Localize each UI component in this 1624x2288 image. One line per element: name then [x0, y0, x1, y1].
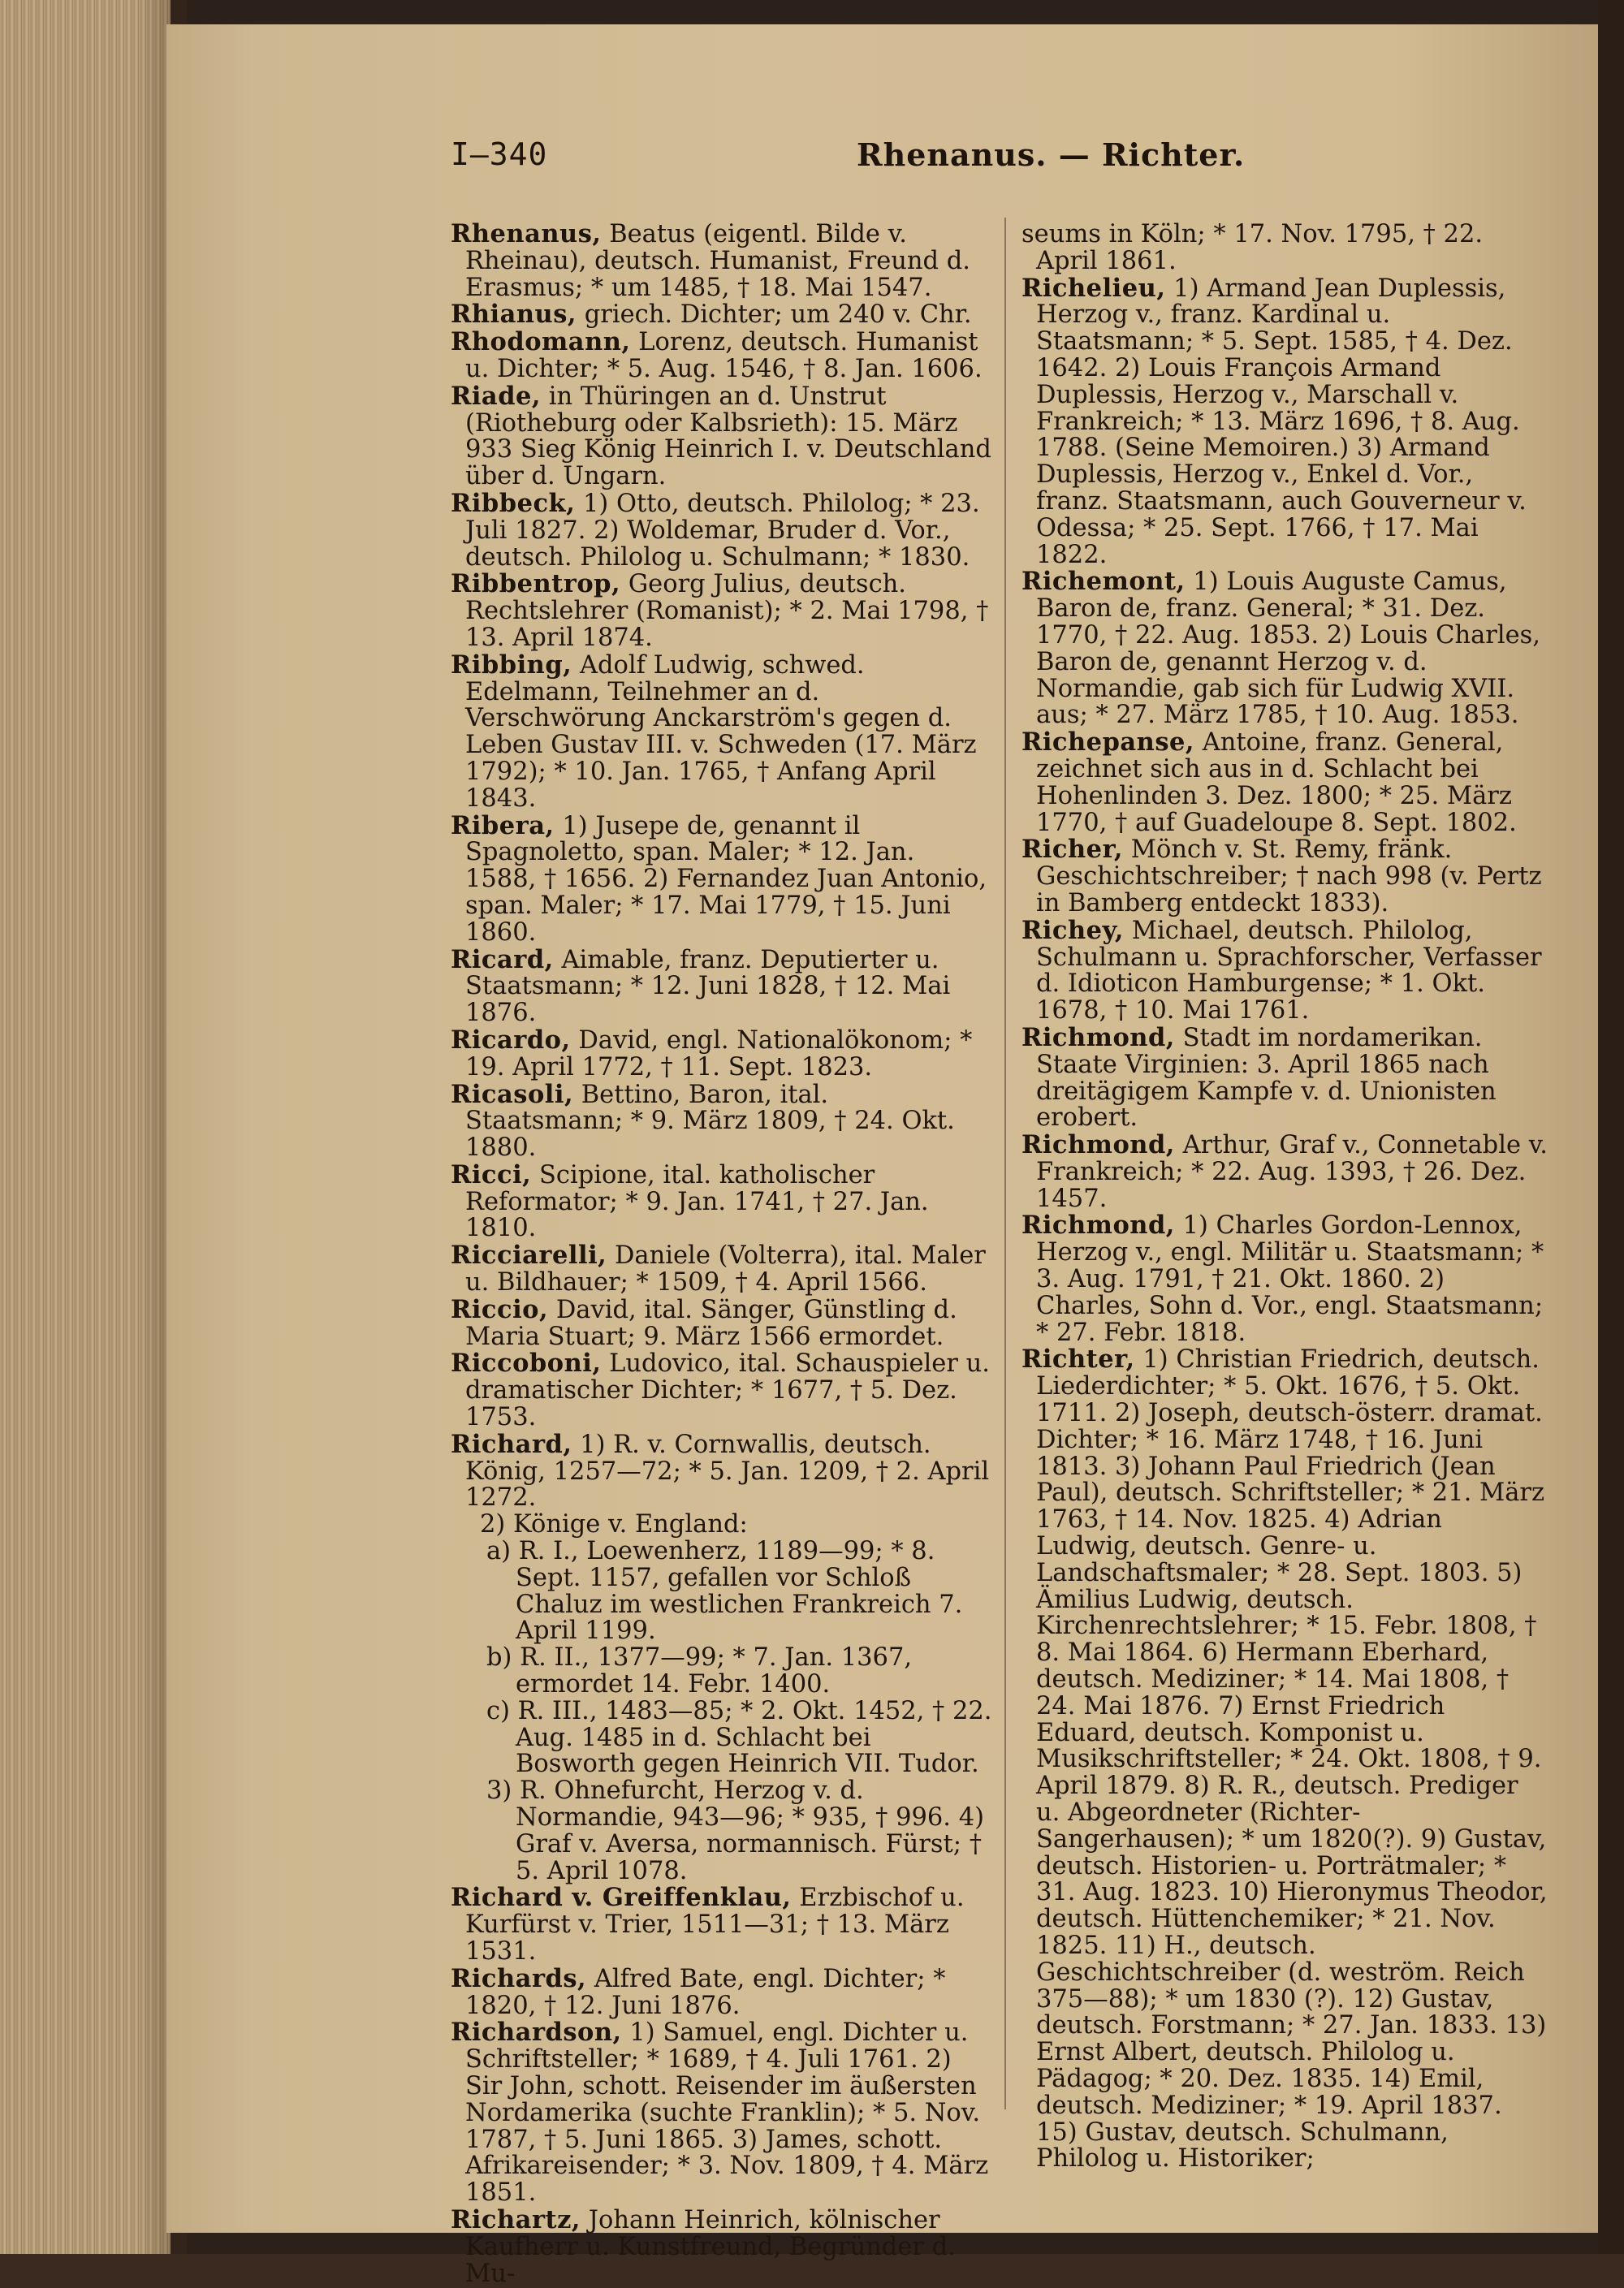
entry-text: Lorenz, deutsch. Humanist u. Dichter; * 5. Aug. 1546, † 8. Jan. 1606. — [465, 328, 983, 383]
entry — [451, 1963, 993, 2020]
headword: Ricci, — [451, 1159, 532, 1189]
page-number: I—340 — [451, 136, 548, 172]
entry-text: Ludovico, ital. Schauspieler u. dramatischer Dichter; * 1677, † 5. Dez. 1753. — [465, 1349, 990, 1432]
headword: Richemont, — [1021, 567, 1186, 597]
entry-text: Alfred Bate, engl. Dichter; * 1820, † 12. Juni 1876. — [465, 1964, 946, 2020]
entry — [451, 944, 993, 1028]
entry — [1021, 568, 1549, 729]
entry-text: Georg Julius, deutsch. Rechtslehrer (Romanist); * 2. Mai 1798, † 13. April 1874. — [465, 570, 989, 652]
entry — [451, 329, 993, 383]
headword: Richmond, — [1021, 1130, 1175, 1160]
entry-text: Erzbischof u. Kurfürst v. Trier, 1511—31; † 13. März 1531. — [465, 1884, 965, 1966]
headword: Rhianus, — [451, 300, 577, 330]
headword: Ricciarelli, — [451, 1241, 607, 1271]
headword: Rhenanus, — [451, 219, 602, 248]
entry-text: Adolf Ludwig, schwed. Edelmann, Teilnehmer an d. Verschwörung Anckarström's gegen d. Leben Gustav III. v. Schweden (17. März 1792); * 10. Jan. 1765, † Anfang April 1843. — [465, 650, 977, 813]
entry-text: David, engl. Nationalökonom; * 19. April 1772, † 11. Sept. 1823. — [465, 1025, 973, 1081]
headword: Ricard, — [451, 944, 554, 974]
headword: Richmond, — [1021, 1211, 1175, 1241]
headword: Riccoboni, — [451, 1349, 602, 1379]
entry — [1021, 917, 1549, 1025]
headword: Richey, — [1021, 915, 1125, 945]
entry — [451, 221, 993, 301]
entry-text: 1) Charles Gordon-Lennox, Herzog v., engl. Militär u. Staatsmann; * 3. Aug. 1791, † 21. Okt. 1860. 2) Charles, Sohn d. Vor., engl. Staatsmann; * 27. Febr. 1818. — [1036, 1211, 1544, 1347]
entry — [451, 652, 993, 813]
entry — [451, 2204, 993, 2288]
book-spine — [1598, 0, 1624, 2254]
entry-text: 1) Armand Jean Duplessis, Herzog v., franz. Kardinal u. Staatsmann; * 5. Sept. 1585, † 4. Dez. 1642. 2) Louis François Armand Duplessis, Herzog v., Marschall v. Frankreich; * 13. März 1696, † 8. Aug. 1788. (Seine Memoiren.) 3) Armand Duplessis, Herzog v., Enkel d. Vor., franz. Staatsmann, auch Gouverneur v. Odessa; * 25. Sept. 1766, † 17. Mai 1822. — [1036, 274, 1527, 569]
entry-text: 1) Louis Auguste Camus, Baron de, franz. General; * 31. Dez. 1770, † 22. Aug. 1853. 2) Louis Charles, Baron de, genannt Herzog v. d. Normandie, gab sich für Ludwig XVII. aus; * 27. März 1785, † 10. Aug. 1853. — [1036, 568, 1541, 730]
sub-entry: b) R. II., 1377—99; * 7. Jan. 1367, ermordet 14. Febr. 1400. — [486, 1643, 913, 1699]
headword: Richardson, — [451, 2018, 622, 2048]
entry — [451, 1350, 993, 1431]
entry — [1021, 275, 1549, 569]
entry — [451, 1242, 993, 1297]
entry — [1021, 1346, 1549, 2173]
headword: Richer, — [1021, 835, 1124, 865]
entry-text: Antoine, franz. General, zeichnet sich aus in d. Schlacht bei Hohenlinden 3. Dez. 1800; * 25. März 1770, † auf Guadeloupe 8. Sept. 1802. — [1036, 728, 1517, 837]
entry-text: Aimable, franz. Deputierter u. Staatsmann; * 12. Juni 1828, † 12. Mai 1876. — [465, 945, 951, 1028]
entry — [451, 2019, 993, 2207]
entry-text: 1) Otto, deutsch. Philolog; * 23. Juli 1827. 2) Woldemar, Bruder d. Vor., deutsch. Philolog u. Schulmann; * 1830. — [465, 489, 980, 572]
headword: Ribbing, — [451, 650, 572, 680]
entry — [451, 490, 993, 571]
entry — [1021, 1132, 1549, 1212]
headword: Ribbentrop, — [451, 569, 621, 599]
entry-text: Bettino, Baron, ital. Staatsmann; * 9. März 1809, † 24. Okt. 1880. — [465, 1080, 955, 1163]
left-column — [451, 221, 993, 2287]
sub-entry: c) R. III., 1483—85; * 2. Okt. 1452, † 22. Aug. 1485 in d. Schlacht bei Bosworth gegen Heinrich VII. Tudor. — [486, 1696, 992, 1779]
entry — [451, 810, 993, 947]
entry-text: 1) R. v. Cornwallis, deutsch. König, 1257—72; * 5. Jan. 1209, † 2. April 1272. — [465, 1430, 990, 1513]
headword: Riccio, — [451, 1294, 549, 1324]
right-column — [1021, 221, 1549, 2173]
entry-text: David, ital. Sänger, Günstling d. Maria Stuart; 9. März 1566 ermordet. — [465, 1295, 957, 1351]
headword: Ricasoli, — [451, 1079, 574, 1109]
entry — [451, 1294, 993, 1351]
entry — [451, 1159, 993, 1243]
entry — [1021, 1212, 1549, 1346]
headword: Riade, — [451, 381, 542, 411]
entry — [1021, 221, 1549, 275]
entry-text: Mönch v. St. Remy, fränk. Geschichtschreiber; † nach 998 (v. Pertz in Bamberg entdeckt 1833). — [1036, 835, 1542, 917]
headword: Richard v. Greiffenklau, — [451, 1883, 792, 1913]
running-title: Rhenanus. — Richter. — [857, 136, 1246, 173]
entry-text: seums in Köln; * 17. Nov. 1795, † 22. April 1861. — [1021, 220, 1484, 275]
entry — [451, 1081, 993, 1162]
headword: Richepanse, — [1021, 727, 1195, 758]
column-divider — [1004, 218, 1006, 2109]
entry-text: 1) Samuel, engl. Dichter u. Schriftsteller; * 1689, † 4. Juli 1761. 2) Sir John, schott. Reisender im äußersten Nordamerika (suchte Franklin); * 5. Nov. 1787, † 5. Juni 1865. 3) James, schott. Afrikareisender; * 3. Nov. 1809, † 4. März 1851. — [465, 2018, 989, 2208]
headword: Richmond, — [1021, 1022, 1175, 1052]
headword: Richards, — [451, 1963, 587, 1993]
headword: Rhodomann, — [451, 327, 631, 357]
running-header — [451, 136, 1506, 185]
entry-text: 1) Jusepe de, genannt il Spagnoletto, span. Maler; * 12. Jan. 1588, † 1656. 2) Fernandez Juan Antonio, span. Maler; * 17. Mai 1779, † 15. Juni 1860. — [465, 811, 987, 947]
entry-text: griech. Dichter; um 240 v. Chr. — [577, 300, 972, 330]
entry — [1021, 729, 1549, 836]
headword: Ribera, — [451, 810, 555, 840]
entry — [1021, 1022, 1549, 1133]
entry-text: Arthur, Graf v., Connetable v. Frankreich; * 22. Aug. 1393, † 26. Dez. 1457. — [1036, 1131, 1548, 1213]
headword: Ricardo, — [451, 1025, 571, 1055]
headword: Richard, — [451, 1429, 572, 1459]
entry — [451, 383, 993, 490]
sub-entry: 3) R. Ohnefurcht, Herzog v. d. Normandie, 943—96; * 935, † 996. 4) Graf v. Aversa, normannisch. Fürst; † 5. April 1078. — [486, 1776, 984, 1885]
entry-text: Stadt im nordamerikan. Staate Virginien: 3. April 1865 nach dreitägigem Kampfe v. d. Unionisten erobert. — [1036, 1023, 1497, 1133]
entry — [451, 1431, 993, 1512]
entry — [1021, 836, 1549, 917]
headword: Richartz, — [451, 2204, 581, 2234]
entry-text: in Thüringen an d. Unstrut (Riotheburg oder Kalbsrieth): 15. März 933 Sieg König Heinrich I. v. Deutschland über d. Ungarn. — [465, 382, 991, 491]
entry-text: Beatus (eigentl. Bilde v. Rheinau), deutsch. Humanist, Freund d. Erasmus; * um 1485, † 18. Mai 1547. — [465, 220, 970, 302]
entry-text: Scipione, ital. katholischer Reformator; * 9. Jan. 1741, † 27. Jan. 1810. — [465, 1160, 929, 1243]
entry-text: Daniele (Volterra), ital. Maler u. Bildhauer; * 1509, † 4. April 1566. — [465, 1241, 986, 1297]
entry — [451, 1884, 993, 1965]
sub-heading: 2) Könige v. England: — [480, 1510, 748, 1539]
entry — [451, 301, 993, 329]
entry — [451, 571, 993, 651]
entry-text: 1) Christian Friedrich, deutsch. Liederdichter; * 5. Okt. 1676, † 5. Okt. 1711. 2) Joseph, deutsch-österr. dramat. Dichter; * 16. März 1748, † 16. Juni 1813. 3) Johann Paul Friedrich (Jean Paul), deutsch. Schriftsteller; * 21. März 1763, † 14. Nov. 1825. 4) Adrian Ludwig, deutsch. Genre- u. Landschaftsmaler; * 28. Sept. 1803. 5) Ämilius Ludwig, deutsch. Kirchenrechtslehrer; * 15. Febr. 1808, † 8. Mai 1864. 6) Hermann Eberhard, deutsch. Mediziner; * 14. Mai 1808, † 24. Mai 1876. 7) Ernst Friedrich Eduard, deutsch. Komponist u. Musikschriftsteller; * 24. Okt. 1808, † 9. April 1879. 8) R. R., deutsch. Prediger u. Abgeordneter (Richter-Sangerhausen); * um 1820(?). 9) Gustav, deutsch. Historien- u. Porträtmaler; * 31. Aug. 1823. 10) Hieronymus Theodor, deutsch. Hüttenchemiker; * 21. Nov. 1825. 11) H., deutsch. Geschichtschreiber (d. weström. Reich 375—88); * um 1830 (?). 12) Gustav, deutsch. Forstmann; * 27. Jan. 1833. 13) Ernst Albert, deutsch. Philolog u. Pädagog; * 20. Dez. 1835. 14) Emil, deutsch. Mediziner; * 19. April 1837. 15) Gustav, deutsch. Schulmann, Philolog u. Historiker; — [1036, 1345, 1548, 2174]
headword: Ribbeck, — [451, 488, 576, 518]
headword: Richter, — [1021, 1345, 1135, 1375]
entry — [451, 1027, 993, 1081]
entry-text: Michael, deutsch. Philolog, Schulmann u. Sprachforscher, Verfasser d. Idioticon Hamburgense; * 1. Okt. 1678, † 10. Mai 1761. — [1036, 916, 1542, 1025]
sub-entry: a) R. I., Loewenherz, 1189—99; * 8. Sept. 1157, gefallen vor Schloß Chaluz im westlichen Frankreich 7. April 1199. — [486, 1537, 963, 1646]
entry-text: Johann Heinrich, kölnischer Kaufherr u. Kunstfreund, Begründer d. Mu- — [465, 2205, 956, 2288]
headword: Richelieu, — [1021, 273, 1166, 303]
